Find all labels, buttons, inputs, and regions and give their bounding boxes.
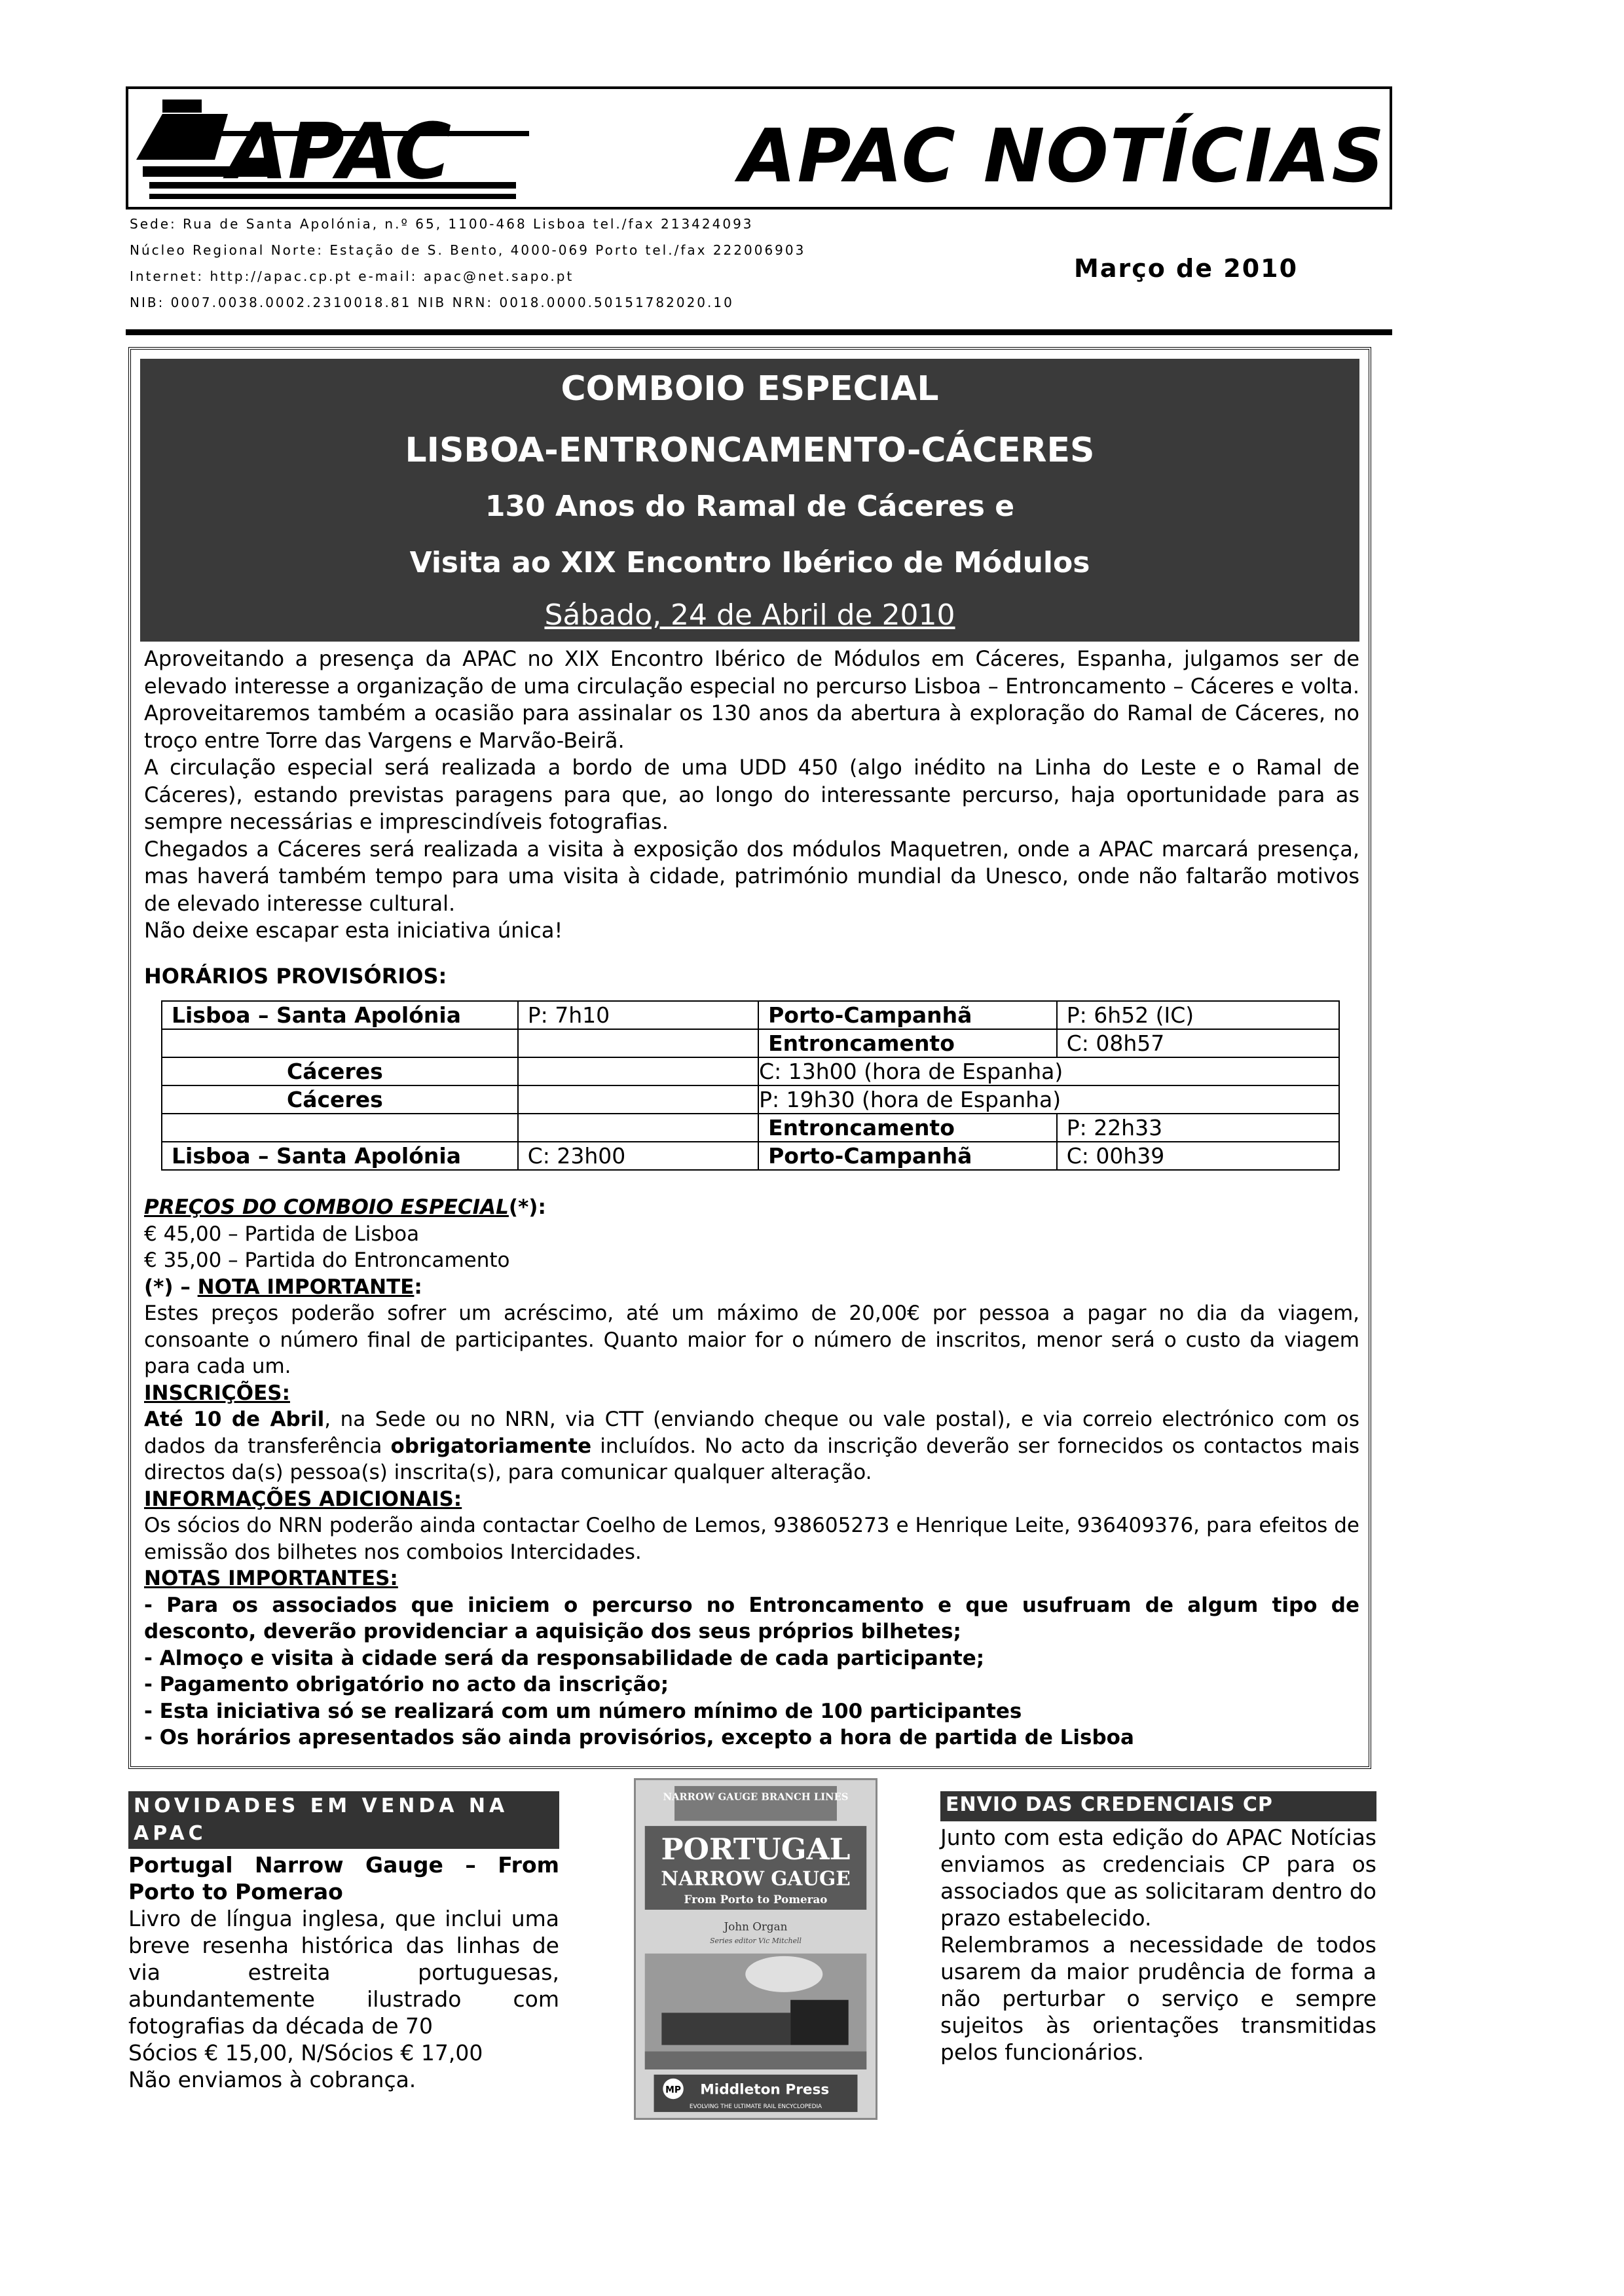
book-title: Portugal Narrow Gauge – From Porto to Pomerao xyxy=(128,1852,559,1904)
note-heading xyxy=(144,1274,1359,1301)
feature-title-1: COMBOIO ESPECIAL xyxy=(561,369,939,409)
feature-box xyxy=(128,347,1371,1769)
table-cell-span xyxy=(758,1085,1339,1114)
prices-heading xyxy=(144,1194,1359,1221)
credentials-heading: ENVIO DAS CREDENCIAIS CP xyxy=(940,1791,1376,1821)
table-cell: Entroncamento xyxy=(758,1114,1057,1142)
cover-series: NARROW GAUGE BRANCH LINES xyxy=(663,1791,849,1803)
inscricoes-mandatory: obrigatoriamente xyxy=(390,1434,592,1458)
span-text: P: 19h30 (hora de Espanha) xyxy=(759,1087,1061,1112)
cover-subtitle: From Porto to Pomerao xyxy=(684,1893,828,1906)
cover-editor: Series editor Vic Mitchell xyxy=(710,1937,802,1946)
credentials-paragraph: Relembramos a necessidade de todos usarem da maior prudência de forma a não perturbar o serviço e sempre sujeitos às orientações transmitidas pelos funcionários. xyxy=(940,1932,1376,2065)
table-cell: Lisboa – Santa Apolónia xyxy=(162,1001,518,1029)
table-cell xyxy=(518,1085,758,1114)
table-row xyxy=(162,1057,1339,1085)
paragraph: Chegados a Cáceres será realizada a visita à exposição dos módulos Maquetren, onde a APAC marcará presença, mas haverá também tempo para uma visita à cidade, património mundial da Unesco, onde não faltarão motivos de elevado interesse cultural. xyxy=(144,836,1359,916)
feature-date: Sábado, 24 de Abril de 2010 xyxy=(544,598,955,632)
credentials-column xyxy=(940,1791,1376,2066)
feature-details xyxy=(144,1194,1359,1751)
table-row xyxy=(162,1114,1339,1142)
price-entroncamento: € 35,00 – Partida do Entroncamento xyxy=(144,1248,510,1272)
table-cell xyxy=(518,1114,758,1142)
note-item: - Almoço e visita à cidade será da responsabilidade de cada participante; xyxy=(144,1646,985,1670)
sales-prices: Sócios € 15,00, N/Sócios € 17,00 xyxy=(128,2040,483,2066)
masthead xyxy=(126,86,1392,210)
info-line-internet: Internet: http://apac.cp.pt e-mail: apac@net.sapo.pt xyxy=(130,268,574,284)
table-cell: Porto-Campanhã xyxy=(758,1142,1057,1170)
table-cell xyxy=(162,1029,518,1057)
table-cell: P: 7h10 xyxy=(518,1001,758,1029)
span-text: C: 13h00 (hora de Espanha) xyxy=(759,1059,1063,1084)
credentials-text xyxy=(940,1824,1376,2066)
feature-subtitle-2: Visita ao XIX Encontro Ibérico de Módulos xyxy=(409,546,1090,579)
note-item: - Esta iniciativa só se realizará com um número mínimo de 100 participantes xyxy=(144,1699,1022,1723)
prices-heading-mark: (*): xyxy=(508,1195,546,1219)
inscricoes-text xyxy=(144,1406,1359,1486)
inscricoes-text-1: , na Sede ou no NRN, via CTT (enviando cheque ou vale postal), e via correio electrónico com os dados da transferência xyxy=(144,1408,1359,1458)
cover-publisher: Middleton Press xyxy=(700,2081,830,2098)
logo-text: APAC xyxy=(228,106,452,196)
table-cell: C: 23h00 xyxy=(518,1142,758,1170)
note-item: - Pagamento obrigatório no acto da inscrição; xyxy=(144,1673,669,1696)
book-cover-image xyxy=(634,1778,877,2120)
info-text: Os sócios do NRN poderão ainda contactar Coelho de Lemos, 938605273 e Henrique Leite, 936409376, para efeitos de emissão dos bilhetes nos comboios Intercidades. xyxy=(144,1514,1359,1564)
publication-title: APAC NOTÍCIAS xyxy=(739,114,1386,199)
table-row xyxy=(162,1142,1339,1170)
table-cell-span xyxy=(758,1057,1339,1085)
info-line-address: Sede: Rua de Santa Apolónia, n.º 65, 1100-468 Lisboa tel./fax 213424093 xyxy=(130,216,754,232)
table-cell: Porto-Campanhã xyxy=(758,1001,1057,1029)
table-cell: Lisboa – Santa Apolónia xyxy=(162,1142,518,1170)
feature-header xyxy=(140,359,1359,642)
table-cell: Entroncamento xyxy=(758,1029,1057,1057)
cover-title-2: NARROW GAUGE xyxy=(661,1867,851,1890)
schedule-heading: HORÁRIOS PROVISÓRIOS: xyxy=(144,964,447,989)
paragraph: Não deixe escapar esta iniciativa única! xyxy=(144,918,563,943)
sales-heading: NOVIDADES EM VENDA NA APAC xyxy=(128,1791,559,1849)
info-line-nib: NIB: 0007.0038.0002.2310018.81 NIB NRN: 0018.0000.50151782020.10 xyxy=(130,295,734,310)
table-cell: P: 6h52 (IC) xyxy=(1057,1001,1339,1029)
table-row xyxy=(162,1085,1339,1114)
cover-author: John Organ xyxy=(724,1920,788,1933)
table-cell: Cáceres xyxy=(162,1057,518,1085)
schedule-table xyxy=(161,1000,1340,1171)
note-item: - Para os associados que iniciem o percurso no Entroncamento e que usufruam de algum tipo de desconto, deverão providenciar a aquisição dos seus próprios bilhetes; xyxy=(144,1593,1359,1643)
cover-tagline: EVOLVING THE ULTIMATE RAIL ENCYCLOPEDIA xyxy=(689,2104,822,2111)
issue-date: Março de 2010 xyxy=(1074,254,1299,283)
inscricoes-heading: INSCRIÇÕES: xyxy=(144,1381,290,1405)
notes-heading: NOTAS IMPORTANTES: xyxy=(144,1567,398,1590)
inscricoes-text-2: incluídos. No acto da inscrição deverão ser fornecidos os contactos mais directos da(s) pessoa(s) inscrita(s), para comunicar qualquer alteração. xyxy=(144,1434,1359,1484)
table-cell xyxy=(518,1057,758,1085)
feature-title-2: LISBOA-ENTRONCAMENTO-CÁCERES xyxy=(405,431,1095,470)
sales-note: Não enviamos à cobrança. xyxy=(128,2067,416,2092)
info-heading: INFORMAÇÕES ADICIONAIS: xyxy=(144,1487,462,1511)
note-mark: (*) – xyxy=(144,1275,198,1299)
publisher-mark: MP xyxy=(665,2085,681,2096)
table-cell: C: 08h57 xyxy=(1057,1029,1339,1057)
header-rule xyxy=(126,329,1392,335)
table-row xyxy=(162,1029,1339,1057)
feature-subtitle-1: 130 Anos do Ramal de Cáceres e xyxy=(485,490,1015,523)
note-colon: : xyxy=(414,1275,422,1299)
note-heading-text: NOTA IMPORTANTE xyxy=(197,1275,415,1299)
sales-column xyxy=(128,1791,559,2093)
inscricoes-deadline: Até 10 de Abril xyxy=(144,1408,325,1431)
table-cell xyxy=(518,1029,758,1057)
paragraph: Aproveitando a presença da APAC no XIX Encontro Ibérico de Módulos em Cáceres, Espanha, julgamos ser de elevado interesse a organização de uma circulação especial no percurso Lisboa – Entroncamento – Cáceres e volta. Aproveitaremos também a ocasião para assinalar os 130 anos da abertura à exploração do Ramal de Cáceres, no troço entre Torre das Vargens e Marvão-Beirã. xyxy=(144,646,1359,753)
info-line-north: Núcleo Regional Norte: Estação de S. Bento, 4000-069 Porto tel./fax 222006903 xyxy=(130,242,806,258)
feature-body xyxy=(144,646,1359,945)
cover-title-1: PORTUGAL xyxy=(661,1832,851,1867)
apac-logo xyxy=(136,94,536,206)
prices-heading-text: PREÇOS DO COMBOIO ESPECIAL xyxy=(144,1195,509,1219)
table-cell: Cáceres xyxy=(162,1085,518,1114)
contact-info xyxy=(130,211,805,316)
table-row xyxy=(162,1001,1339,1029)
table-cell: C: 00h39 xyxy=(1057,1142,1339,1170)
sales-text xyxy=(128,1905,559,2093)
note-item: - Os horários apresentados são ainda provisórios, excepto a hora de partida de Lisboa xyxy=(144,1726,1134,1749)
credentials-paragraph: Junto com esta edição do APAC Notícias enviamos as credenciais CP para os associados que as solicitaram dentro do prazo estabelecido. xyxy=(940,1825,1376,1931)
paragraph: A circulação especial será realizada a bordo de uma UDD 450 (algo inédito na Linha do Leste e o Ramal de Cáceres), estando previstas paragens para que, ao longo do interessante percurso, haja oportunidade para as sempre necessárias e imprescindíveis fotografias. xyxy=(144,755,1359,834)
table-cell: P: 22h33 xyxy=(1057,1114,1339,1142)
sales-description: Livro de língua inglesa, que inclui uma breve resenha histórica das linhas de via estreita portuguesas, abundantemente ilustrado com fotografias da década de 70 xyxy=(128,1906,559,2039)
price-lisboa: € 45,00 – Partida de Lisboa xyxy=(144,1222,420,1246)
note-text: Estes preços poderão sofrer um acréscimo, até um máximo de 20,00€ por pessoa a pagar no dia da viagem, consoante o número final de participantes. Quanto maior for o número de inscritos, menor será o custo da viagem para cada um. xyxy=(144,1302,1359,1378)
table-cell xyxy=(162,1114,518,1142)
